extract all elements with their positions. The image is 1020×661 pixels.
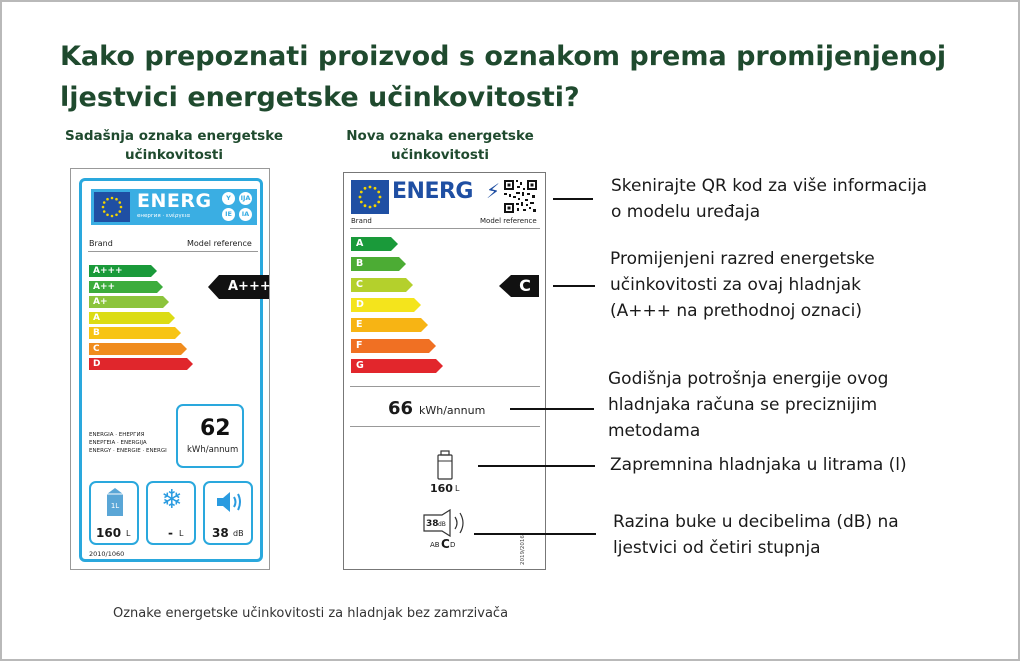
new-energ-logo: ENERG <box>392 179 473 204</box>
new-class-bar: B <box>351 257 399 271</box>
new-class-bar: F <box>351 339 429 353</box>
energy-words-line1: ENERGIA · ЕНЕРГИЯ <box>89 432 145 438</box>
annotation-class-line2: učinkovitosti za ovaj hladnjak <box>610 275 861 295</box>
energy-words-line2: ΕΝΕΡΓΕΙΑ · ENERGIJA <box>89 440 147 446</box>
old-model-reference: Model reference <box>187 239 252 248</box>
old-label-heading-line2: učinkovitosti <box>124 147 223 163</box>
old-class-bar: B <box>89 327 175 339</box>
old-energ-logo: ENERG <box>137 190 212 212</box>
old-label-border <box>79 178 271 562</box>
annotation-volume-line1: Zapremnina hladnjaka u litrama (l) <box>610 455 907 475</box>
new-label-heading <box>330 127 550 165</box>
old-energ-sub: енергия · ενέργεια <box>137 213 191 219</box>
noise-class-d: D <box>450 541 456 549</box>
new-noise-unit: dB <box>438 521 446 528</box>
new-class-bar: G <box>351 359 436 373</box>
old-volume-box <box>89 481 139 545</box>
new-kwh-value: 66 <box>388 398 414 419</box>
old-kwh-value: 62 <box>200 416 231 441</box>
old-label-heading <box>60 127 288 165</box>
page-title: Kako prepoznati proizvod s oznakom prema promijenjenoj ljestvici energetske učinkovitosti? <box>60 41 947 113</box>
old-class-bar: A++ <box>89 281 157 293</box>
old-freezer-box <box>146 481 196 545</box>
energy-words-line3: ENERGY · ENERGIE · ENERGI <box>89 448 167 454</box>
eu-flag-icon <box>94 192 130 222</box>
old-class-bar: A+++ <box>89 265 151 277</box>
annotation-class-line3: (A+++ na prethodnoj oznaci) <box>610 301 863 321</box>
annotation-line-qr <box>553 198 593 200</box>
annotation-class <box>610 246 875 324</box>
old-noise-unit: dB <box>233 529 244 538</box>
old-noise-box <box>203 481 253 545</box>
noise-class-c: C <box>441 537 450 551</box>
new-label-heading-line2: učinkovitosti <box>390 147 489 163</box>
old-class-bar: C <box>89 343 181 355</box>
new-kwh-unit: kWh/annum <box>419 404 486 417</box>
new-divider-top <box>350 228 540 229</box>
old-volume-value: 160 <box>96 526 122 540</box>
old-regulation: 2010/1060 <box>89 550 125 558</box>
new-volume-unit: L <box>455 484 460 493</box>
old-freezer-unit: L <box>179 529 184 538</box>
old-divider <box>88 251 258 252</box>
lang-badge-ija: IJA <box>239 192 252 205</box>
new-class-bar: C <box>351 278 406 292</box>
annotation-energy-line3: metodama <box>608 421 701 441</box>
annotation-noise-line2: ljestvici od četiri stupnja <box>613 538 821 558</box>
annotation-line-class <box>553 285 595 287</box>
new-volume-value: 160 <box>430 482 453 495</box>
old-freezer-value: - <box>168 526 173 540</box>
old-label-heading-line1: Sadašnja oznaka energetske <box>65 128 283 144</box>
old-class-bar: D <box>89 358 187 370</box>
old-kwh-box <box>176 404 244 468</box>
annotation-noise-line1: Razina buke u decibelima (dB) na <box>613 512 899 532</box>
annotation-energy-line2: hladnjaka računa se preciznijim <box>608 395 878 415</box>
annotation-line-volume <box>478 465 595 467</box>
qr-code-icon <box>503 179 538 214</box>
new-regulation: 2019/2016 <box>520 535 526 565</box>
carton-label: 1L <box>110 502 120 510</box>
old-class-bar: A+ <box>89 296 163 308</box>
annotation-qr-line1: Skenirajte QR kod za više informacija <box>611 176 928 196</box>
annotation-qr-line2: o modelu uređaja <box>611 202 761 222</box>
milk-carton-icon <box>104 487 126 517</box>
annotation-line-noise <box>474 533 596 535</box>
annotation-energy <box>608 366 888 444</box>
speaker-icon <box>215 489 245 515</box>
old-noise-value: 38 <box>212 526 229 540</box>
new-divider-low <box>350 426 540 427</box>
eu-flag-icon <box>351 180 389 214</box>
lightning-icon: ⚡ <box>486 179 501 203</box>
snowflake-icon: ❄ <box>161 485 183 515</box>
bottle-icon <box>436 450 454 480</box>
noise-class-ab: AB <box>430 541 440 549</box>
annotation-qr <box>611 173 927 225</box>
old-label-header <box>91 189 257 225</box>
old-kwh-unit: kWh/annum <box>187 445 239 455</box>
lang-badge-ia: IA <box>239 208 252 221</box>
new-class-bar: A <box>351 237 391 251</box>
new-label-heading-line1: Nova oznaka energetske <box>346 128 534 144</box>
eu-stars-icon <box>351 180 389 214</box>
lang-badge-y: Y <box>222 192 235 205</box>
old-rating-arrow: A+++ <box>219 275 269 299</box>
annotation-class-line1: Promijenjeni razred energetske <box>610 249 875 269</box>
new-class-bar: D <box>351 298 414 312</box>
old-class-bar: A <box>89 312 169 324</box>
caption: Oznake energetske učinkovitosti za hladnjak bez zamrzivača <box>113 606 509 621</box>
new-class-bar: E <box>351 318 421 332</box>
new-energy-label <box>343 172 546 570</box>
new-model-reference: Model reference <box>480 217 537 225</box>
old-brand: Brand <box>89 239 113 248</box>
new-noise-value: 38 <box>426 519 439 529</box>
annotation-line-energy <box>510 408 594 410</box>
old-volume-unit: L <box>126 529 131 538</box>
annotation-energy-line1: Godišnja potrošnja energije ovog <box>608 369 889 389</box>
new-divider-mid <box>350 386 540 387</box>
new-brand: Brand <box>351 217 372 225</box>
old-energy-words <box>89 431 167 455</box>
new-rating-arrow: C <box>511 275 539 297</box>
eu-stars-icon <box>94 192 130 222</box>
old-energy-label <box>70 168 270 570</box>
annotation-volume <box>610 452 907 478</box>
annotation-noise <box>613 509 899 561</box>
lang-badge-ie: IE <box>222 208 235 221</box>
